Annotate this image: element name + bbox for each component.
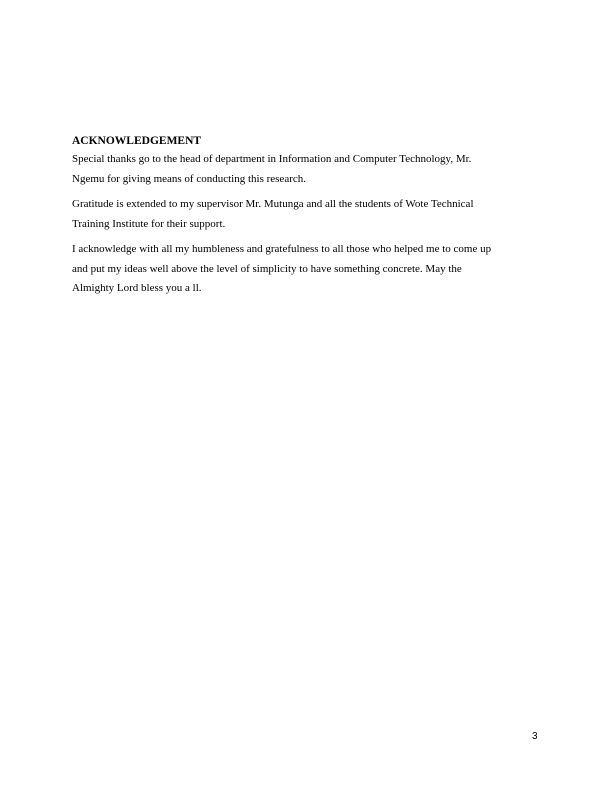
paragraph-line: Training Institute for their support. — [72, 217, 226, 230]
paragraph-2 — [72, 195, 542, 234]
paragraph-line: and put my ideas well above the level of simplicity to have something concrete. May the — [72, 262, 462, 275]
paragraph-line: Special thanks go to the head of department in Information and Computer Technology, Mr. — [72, 153, 472, 165]
paragraph-3 — [72, 240, 542, 299]
section-heading: ACKNOWLEDGEMENT — [72, 135, 202, 147]
paragraph-line: Almighty Lord bless you a ll. — [72, 282, 202, 294]
paragraph-line: Gratitude is extended to my supervisor Mr. Mutunga and all the students of Wote Technical — [72, 198, 474, 210]
page-number: 3 — [532, 731, 538, 742]
paragraph-line: Ngemu for giving means of conducting this research. — [72, 172, 306, 185]
paragraph-1 — [72, 150, 542, 189]
paragraph-line: I acknowledge with all my humbleness and gratefulness to all those who helped me to come up — [72, 243, 492, 255]
acknowledgement-section — [72, 133, 542, 305]
